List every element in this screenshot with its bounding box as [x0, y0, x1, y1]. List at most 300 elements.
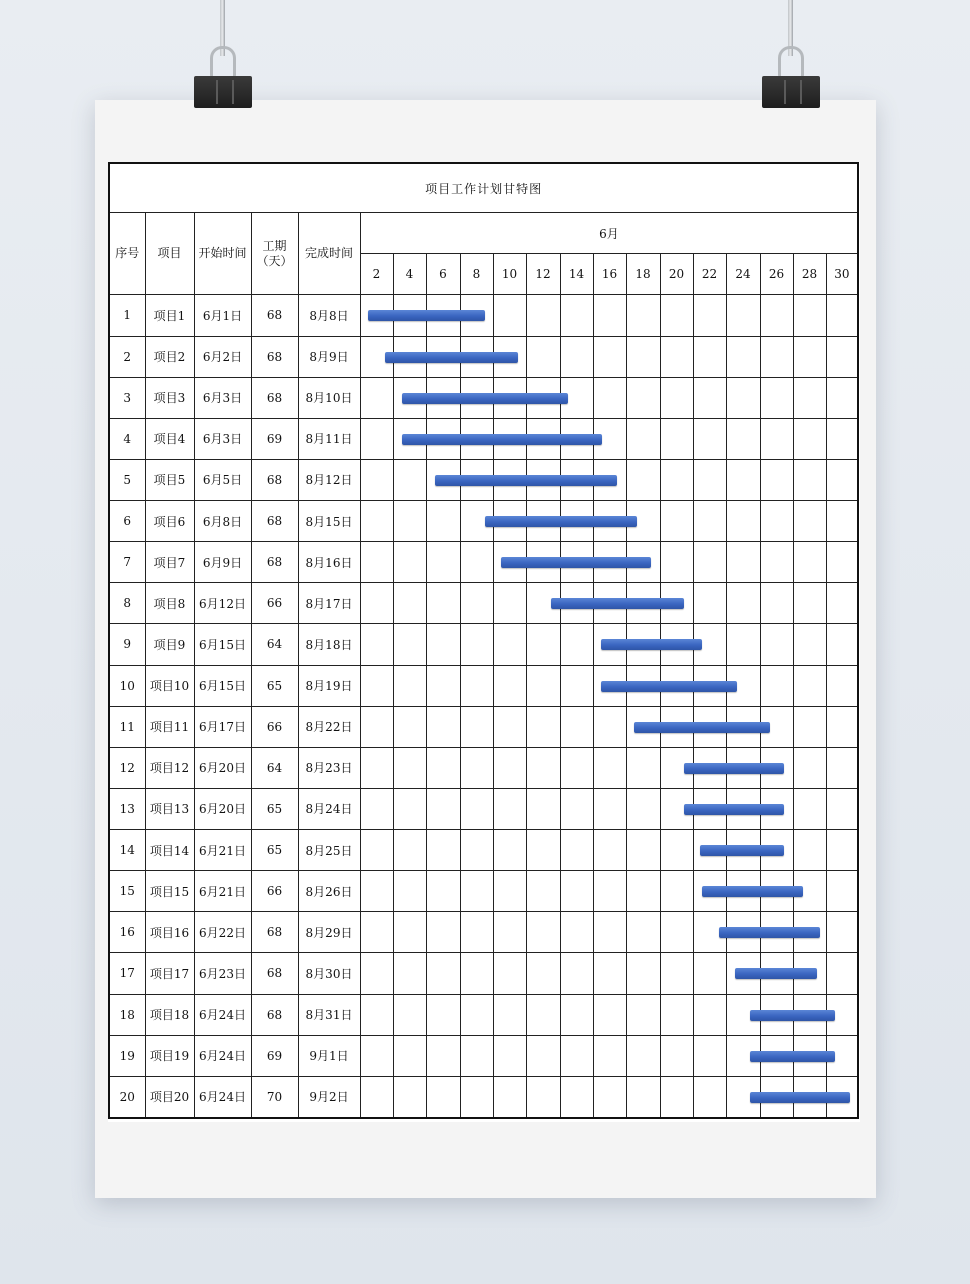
timeline-cell [726, 542, 760, 583]
timeline-cell [826, 418, 858, 459]
timeline-cell [560, 336, 593, 377]
row-finish: 8月10日 [298, 377, 360, 418]
timeline-cell [460, 459, 493, 500]
row-index: 2 [109, 336, 145, 377]
timeline-cell [726, 501, 760, 542]
timeline-cell [826, 624, 858, 665]
timeline-cell [560, 706, 593, 747]
timeline-cell [760, 1076, 793, 1118]
day-tick: 12 [526, 254, 560, 295]
timeline-cell [793, 501, 826, 542]
timeline-cell [793, 747, 826, 788]
timeline-cell [360, 665, 393, 706]
timeline-cell [626, 295, 660, 336]
row-finish: 8月11日 [298, 418, 360, 459]
timeline-cell [726, 377, 760, 418]
timeline-cell [526, 377, 560, 418]
timeline-cell [793, 295, 826, 336]
timeline-cell [493, 830, 526, 871]
timeline-cell [726, 336, 760, 377]
timeline-cell [393, 871, 426, 912]
table-row [109, 1035, 858, 1076]
row-finish: 8月29日 [298, 912, 360, 953]
row-start: 6月20日 [194, 747, 251, 788]
timeline-cell [560, 624, 593, 665]
row-start: 6月3日 [194, 418, 251, 459]
row-project: 项目19 [145, 1035, 194, 1076]
timeline-cell [593, 788, 626, 829]
row-start: 6月23日 [194, 953, 251, 994]
timeline-cell [593, 336, 626, 377]
timeline-cell [760, 788, 793, 829]
timeline-cell [793, 583, 826, 624]
timeline-cell [360, 994, 393, 1035]
timeline-cell [660, 542, 693, 583]
timeline-cell [660, 1076, 693, 1118]
header-finish: 完成时间 [298, 213, 360, 295]
timeline-cell [360, 830, 393, 871]
timeline-cell [560, 501, 593, 542]
row-start: 6月21日 [194, 871, 251, 912]
timeline-cell [560, 871, 593, 912]
row-duration: 66 [251, 706, 298, 747]
timeline-cell [693, 377, 726, 418]
timeline-cell [693, 336, 726, 377]
timeline-cell [426, 418, 460, 459]
timeline-cell [760, 747, 793, 788]
timeline-cell [693, 706, 726, 747]
timeline-cell [393, 418, 426, 459]
table-row [109, 459, 858, 500]
timeline-cell [826, 788, 858, 829]
timeline-cell [593, 377, 626, 418]
timeline-cell [760, 459, 793, 500]
row-duration: 64 [251, 747, 298, 788]
day-tick: 4 [393, 254, 426, 295]
row-project: 项目1 [145, 295, 194, 336]
timeline-cell [493, 871, 526, 912]
timeline-cell [526, 706, 560, 747]
row-duration: 65 [251, 788, 298, 829]
timeline-cell [660, 747, 693, 788]
timeline-cell [560, 1076, 593, 1118]
timeline-cell [560, 583, 593, 624]
timeline-cell [826, 665, 858, 706]
timeline-cell [626, 583, 660, 624]
row-start: 6月20日 [194, 788, 251, 829]
timeline-cell [760, 1035, 793, 1076]
row-project: 项目18 [145, 994, 194, 1035]
timeline-cell [726, 295, 760, 336]
timeline-cell [426, 624, 460, 665]
timeline-cell [726, 624, 760, 665]
timeline-cell [460, 542, 493, 583]
row-duration: 68 [251, 912, 298, 953]
timeline-cell [360, 459, 393, 500]
timeline-cell [693, 953, 726, 994]
row-duration: 68 [251, 295, 298, 336]
timeline-cell [793, 336, 826, 377]
timeline-cell [526, 459, 560, 500]
timeline-cell [660, 994, 693, 1035]
row-duration: 69 [251, 1035, 298, 1076]
row-project: 项目11 [145, 706, 194, 747]
row-project: 项目4 [145, 418, 194, 459]
timeline-cell [826, 583, 858, 624]
row-project: 项目14 [145, 830, 194, 871]
timeline-cell [626, 706, 660, 747]
timeline-cell [360, 501, 393, 542]
day-tick: 22 [693, 254, 726, 295]
timeline-cell [393, 706, 426, 747]
gantt-sheet [108, 162, 860, 1122]
timeline-cell [460, 1035, 493, 1076]
row-project: 项目2 [145, 336, 194, 377]
day-tick: 16 [593, 254, 626, 295]
timeline-cell [460, 871, 493, 912]
timeline-cell [393, 994, 426, 1035]
timeline-cell [360, 747, 393, 788]
timeline-cell [660, 788, 693, 829]
header-start: 开始时间 [194, 213, 251, 295]
timeline-cell [526, 912, 560, 953]
timeline-cell [793, 871, 826, 912]
row-project: 项目17 [145, 953, 194, 994]
timeline-cell [660, 501, 693, 542]
timeline-cell [426, 706, 460, 747]
timeline-cell [360, 624, 393, 665]
row-index: 5 [109, 459, 145, 500]
timeline-cell [360, 912, 393, 953]
timeline-cell [726, 994, 760, 1035]
timeline-cell [726, 953, 760, 994]
timeline-cell [393, 1076, 426, 1118]
row-start: 6月3日 [194, 377, 251, 418]
row-project: 项目7 [145, 542, 194, 583]
timeline-cell [460, 953, 493, 994]
row-index: 1 [109, 295, 145, 336]
timeline-cell [426, 583, 460, 624]
timeline-cell [393, 665, 426, 706]
timeline-cell [393, 459, 426, 500]
timeline-cell [460, 583, 493, 624]
row-start: 6月5日 [194, 459, 251, 500]
timeline-cell [793, 418, 826, 459]
row-index: 12 [109, 747, 145, 788]
timeline-cell [393, 788, 426, 829]
row-finish: 8月23日 [298, 747, 360, 788]
timeline-cell [593, 583, 626, 624]
table-row [109, 912, 858, 953]
timeline-cell [693, 501, 726, 542]
timeline-cell [626, 542, 660, 583]
row-finish: 8月25日 [298, 830, 360, 871]
day-tick: 14 [560, 254, 593, 295]
row-duration: 68 [251, 501, 298, 542]
timeline-cell [660, 912, 693, 953]
row-project: 项目20 [145, 1076, 194, 1118]
timeline-cell [360, 953, 393, 994]
timeline-cell [560, 418, 593, 459]
row-project: 项目5 [145, 459, 194, 500]
timeline-cell [560, 994, 593, 1035]
timeline-cell [493, 1076, 526, 1118]
row-index: 4 [109, 418, 145, 459]
timeline-cell [526, 871, 560, 912]
row-start: 6月1日 [194, 295, 251, 336]
day-tick: 24 [726, 254, 760, 295]
timeline-cell [426, 459, 460, 500]
timeline-cell [626, 624, 660, 665]
timeline-cell [460, 377, 493, 418]
timeline-cell [693, 830, 726, 871]
timeline-cell [593, 418, 626, 459]
timeline-cell [793, 912, 826, 953]
timeline-cell [726, 830, 760, 871]
table-row [109, 377, 858, 418]
timeline-cell [693, 1035, 726, 1076]
timeline-cell [826, 1076, 858, 1118]
timeline-cell [593, 501, 626, 542]
timeline-cell [360, 418, 393, 459]
timeline-cell [426, 377, 460, 418]
row-finish: 8月15日 [298, 501, 360, 542]
timeline-cell [693, 624, 726, 665]
timeline-cell [560, 295, 593, 336]
timeline-cell [826, 336, 858, 377]
row-finish: 8月16日 [298, 542, 360, 583]
table-row [109, 295, 858, 336]
timeline-cell [393, 624, 426, 665]
timeline-cell [826, 747, 858, 788]
timeline-cell [693, 788, 726, 829]
row-duration: 70 [251, 1076, 298, 1118]
row-finish: 8月30日 [298, 953, 360, 994]
timeline-cell [393, 377, 426, 418]
timeline-cell [626, 665, 660, 706]
timeline-cell [593, 624, 626, 665]
table-row [109, 747, 858, 788]
timeline-cell [493, 583, 526, 624]
timeline-cell [393, 747, 426, 788]
timeline-cell [793, 994, 826, 1035]
timeline-cell [526, 336, 560, 377]
row-start: 6月17日 [194, 706, 251, 747]
timeline-cell [426, 665, 460, 706]
timeline-cell [560, 1035, 593, 1076]
row-project: 项目6 [145, 501, 194, 542]
row-duration: 65 [251, 830, 298, 871]
row-index: 3 [109, 377, 145, 418]
row-project: 项目13 [145, 788, 194, 829]
timeline-cell [493, 459, 526, 500]
timeline-cell [426, 336, 460, 377]
timeline-cell [360, 583, 393, 624]
timeline-cell [693, 871, 726, 912]
timeline-cell [393, 295, 426, 336]
table-row [109, 624, 858, 665]
timeline-cell [660, 1035, 693, 1076]
timeline-cell [526, 501, 560, 542]
timeline-cell [526, 994, 560, 1035]
timeline-cell [360, 1076, 393, 1118]
timeline-cell [726, 1076, 760, 1118]
timeline-cell [493, 665, 526, 706]
timeline-cell [593, 1035, 626, 1076]
day-tick: 30 [826, 254, 858, 295]
timeline-cell [726, 706, 760, 747]
timeline-cell [460, 295, 493, 336]
timeline-cell [660, 459, 693, 500]
row-start: 6月15日 [194, 665, 251, 706]
timeline-cell [393, 336, 426, 377]
day-tick: 2 [360, 254, 393, 295]
timeline-cell [393, 1035, 426, 1076]
timeline-cell [660, 336, 693, 377]
timeline-cell [460, 706, 493, 747]
timeline-cell [360, 788, 393, 829]
row-start: 6月24日 [194, 1035, 251, 1076]
timeline-cell [526, 788, 560, 829]
timeline-cell [426, 542, 460, 583]
binder-clip-right-icon [762, 0, 820, 110]
timeline-cell [593, 706, 626, 747]
row-project: 项目3 [145, 377, 194, 418]
row-index: 7 [109, 542, 145, 583]
timeline-cell [526, 830, 560, 871]
timeline-cell [526, 583, 560, 624]
timeline-cell [560, 459, 593, 500]
row-finish: 8月9日 [298, 336, 360, 377]
timeline-cell [826, 295, 858, 336]
timeline-cell [526, 1076, 560, 1118]
timeline-cell [460, 830, 493, 871]
timeline-cell [493, 377, 526, 418]
timeline-cell [360, 336, 393, 377]
row-project: 项目12 [145, 747, 194, 788]
timeline-cell [693, 542, 726, 583]
timeline-cell [460, 336, 493, 377]
row-duration: 64 [251, 624, 298, 665]
timeline-cell [793, 830, 826, 871]
table-row [109, 830, 858, 871]
row-project: 项目10 [145, 665, 194, 706]
row-finish: 8月12日 [298, 459, 360, 500]
timeline-cell [560, 788, 593, 829]
table-row [109, 871, 858, 912]
timeline-cell [826, 706, 858, 747]
timeline-cell [660, 583, 693, 624]
row-index: 10 [109, 665, 145, 706]
timeline-cell [760, 501, 793, 542]
timeline-cell [760, 336, 793, 377]
timeline-cell [660, 871, 693, 912]
row-duration: 68 [251, 336, 298, 377]
timeline-cell [793, 624, 826, 665]
row-project: 项目9 [145, 624, 194, 665]
row-duration: 68 [251, 994, 298, 1035]
timeline-cell [360, 377, 393, 418]
row-start: 6月15日 [194, 624, 251, 665]
row-index: 8 [109, 583, 145, 624]
timeline-cell [493, 624, 526, 665]
timeline-cell [626, 747, 660, 788]
timeline-cell [626, 830, 660, 871]
timeline-cell [493, 706, 526, 747]
timeline-cell [626, 912, 660, 953]
timeline-cell [726, 665, 760, 706]
timeline-cell [626, 788, 660, 829]
timeline-cell [626, 336, 660, 377]
row-finish: 8月18日 [298, 624, 360, 665]
timeline-cell [593, 542, 626, 583]
timeline-cell [660, 418, 693, 459]
row-index: 9 [109, 624, 145, 665]
header-duration [251, 213, 298, 295]
timeline-cell [826, 830, 858, 871]
timeline-cell [593, 295, 626, 336]
timeline-cell [493, 336, 526, 377]
timeline-cell [493, 295, 526, 336]
row-finish: 8月22日 [298, 706, 360, 747]
timeline-cell [526, 542, 560, 583]
timeline-cell [493, 912, 526, 953]
timeline-cell [360, 295, 393, 336]
table-row [109, 542, 858, 583]
timeline-cell [493, 418, 526, 459]
timeline-cell [660, 295, 693, 336]
timeline-cell [626, 501, 660, 542]
row-start: 6月21日 [194, 830, 251, 871]
row-finish: 8月24日 [298, 788, 360, 829]
header-month: 6月 [360, 213, 858, 254]
timeline-cell [626, 459, 660, 500]
timeline-cell [526, 1035, 560, 1076]
timeline-cell [693, 459, 726, 500]
row-finish: 9月2日 [298, 1076, 360, 1118]
timeline-cell [460, 912, 493, 953]
table-row [109, 706, 858, 747]
row-project: 项目16 [145, 912, 194, 953]
timeline-cell [526, 418, 560, 459]
timeline-cell [593, 459, 626, 500]
timeline-cell [393, 830, 426, 871]
row-index: 14 [109, 830, 145, 871]
timeline-cell [593, 871, 626, 912]
timeline-cell [760, 953, 793, 994]
row-finish: 8月26日 [298, 871, 360, 912]
timeline-cell [793, 459, 826, 500]
table-row [109, 501, 858, 542]
timeline-cell [760, 377, 793, 418]
timeline-cell [493, 542, 526, 583]
timeline-cell [593, 953, 626, 994]
timeline-cell [560, 747, 593, 788]
row-index: 20 [109, 1076, 145, 1118]
timeline-cell [826, 994, 858, 1035]
row-duration: 66 [251, 871, 298, 912]
timeline-cell [360, 1035, 393, 1076]
timeline-cell [626, 871, 660, 912]
timeline-cell [826, 459, 858, 500]
timeline-cell [560, 912, 593, 953]
timeline-cell [826, 542, 858, 583]
timeline-cell [693, 994, 726, 1035]
row-finish: 8月19日 [298, 665, 360, 706]
timeline-cell [393, 583, 426, 624]
table-row [109, 788, 858, 829]
timeline-cell [460, 624, 493, 665]
